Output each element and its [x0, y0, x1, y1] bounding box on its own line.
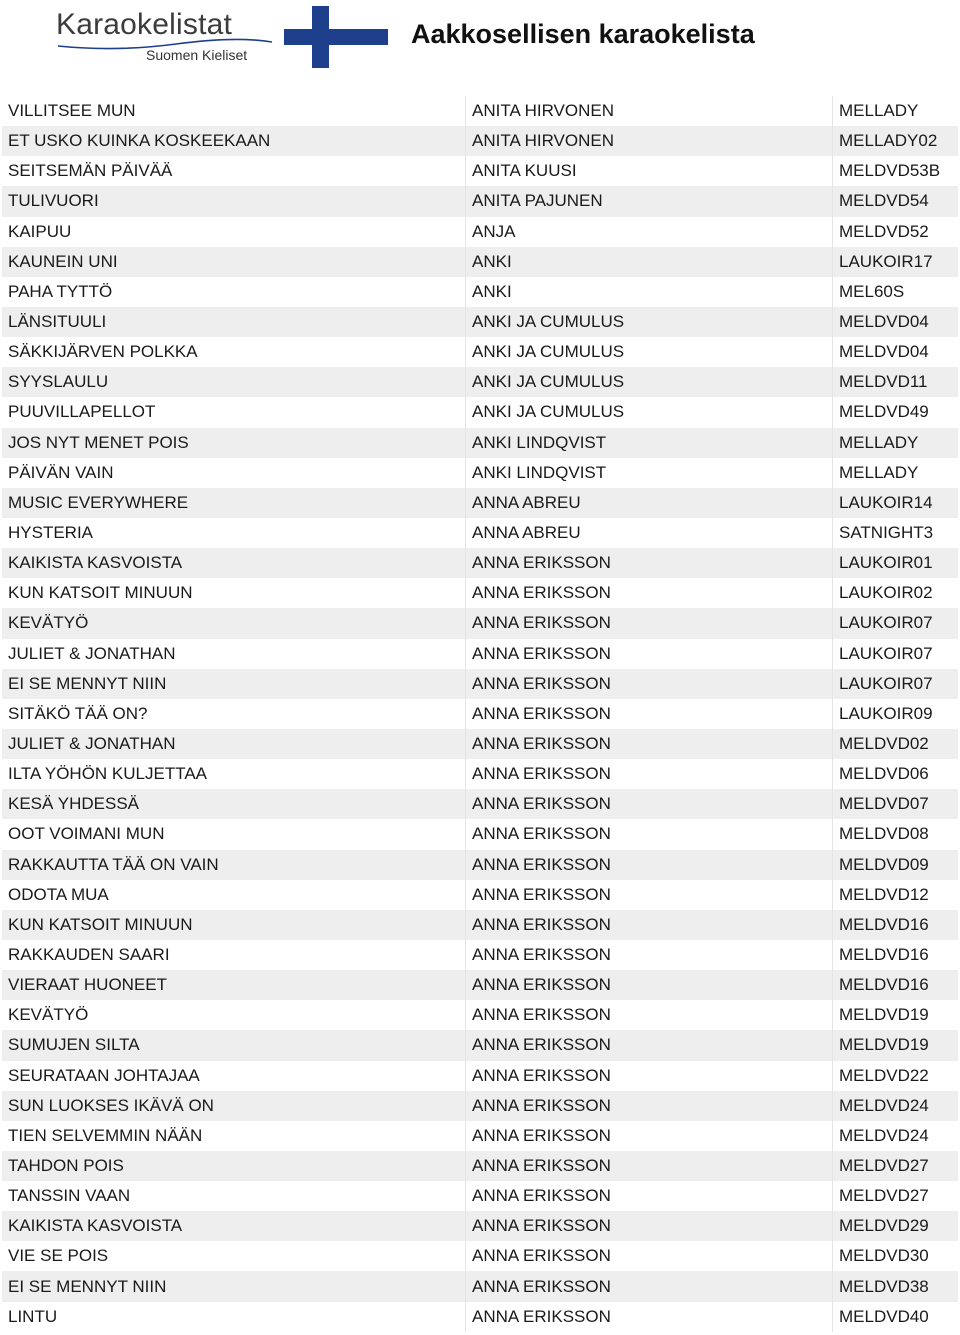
artist-cell: ANJA	[465, 217, 832, 247]
song-title-cell: JULIET & JONATHAN	[8, 734, 176, 754]
artist-cell: ANNA ERIKSSON	[465, 608, 832, 638]
song-title-cell: SUMUJEN SILTA	[8, 1035, 140, 1055]
disc-code-cell: LAUKOIR14	[832, 488, 958, 518]
song-title-cell: TIEN SELVEMMIN NÄÄN	[8, 1125, 203, 1145]
table-row	[2, 819, 958, 849]
song-title-cell: KESÄ YHDESSÄ	[8, 794, 140, 814]
disc-code-cell: MELDVD12	[832, 880, 958, 910]
table-row	[2, 850, 958, 880]
song-title-cell: VILLITSEE MUN	[8, 101, 136, 121]
disc-code-cell: MELDVD09	[832, 850, 958, 880]
artist-cell: ANNA ERIKSSON	[465, 880, 832, 910]
page-title: Aakkosellisen karaokelista	[411, 19, 755, 49]
disc-code-cell: SATNIGHT3	[832, 518, 958, 548]
artist-cell: ANNA ERIKSSON	[465, 639, 832, 669]
disc-code-cell: MELDVD07	[832, 789, 958, 819]
table-row	[2, 518, 958, 548]
table-row	[2, 970, 958, 1000]
disc-code-cell: MELDVD52	[832, 217, 958, 247]
table-row	[2, 186, 958, 216]
table-row	[2, 910, 958, 940]
artist-cell: ANKI JA CUMULUS	[465, 337, 832, 367]
table-row	[2, 789, 958, 819]
artist-cell: ANNA ERIKSSON	[465, 669, 832, 699]
artist-cell: ANNA ERIKSSON	[465, 970, 832, 1000]
table-row	[2, 156, 958, 186]
song-title-cell: KEVÄTYÖ	[8, 613, 89, 633]
artist-cell: ANNA ERIKSSON	[465, 578, 832, 608]
artist-cell: ANNA ERIKSSON	[465, 1061, 832, 1091]
artist-cell: ANNA ERIKSSON	[465, 819, 832, 849]
table-row	[2, 940, 958, 970]
disc-code-cell: MELDVD24	[832, 1091, 958, 1121]
song-title-cell: EI SE MENNYT NIIN	[8, 1276, 167, 1296]
song-title-cell: SITÄKÖ TÄÄ ON?	[8, 703, 148, 723]
song-title-cell: JULIET & JONATHAN	[8, 643, 176, 663]
table-row	[2, 669, 958, 699]
song-title-cell: LÄNSITUULI	[8, 312, 107, 332]
disc-code-cell: LAUKOIR07	[832, 669, 958, 699]
artist-cell: ANKI JA CUMULUS	[465, 307, 832, 337]
table-row	[2, 307, 958, 337]
table-row	[2, 880, 958, 910]
disc-code-cell: MELDVD49	[832, 397, 958, 427]
table-row	[2, 1030, 958, 1060]
disc-code-cell: MEL60S	[832, 277, 958, 307]
artist-cell: ANNA ERIKSSON	[465, 729, 832, 759]
song-title-cell: SYYSLAULU	[8, 372, 109, 392]
table-row	[2, 217, 958, 247]
disc-code-cell: MELLADY	[832, 458, 958, 488]
disc-code-cell: MELDVD19	[832, 1030, 958, 1060]
song-title-cell: VIE SE POIS	[8, 1246, 109, 1266]
artist-cell: ANNA ERIKSSON	[465, 940, 832, 970]
table-row	[2, 126, 958, 156]
table-row	[2, 1241, 958, 1271]
song-title-cell: RAKKAUTTA TÄÄ ON VAIN	[8, 854, 219, 874]
table-row	[2, 729, 958, 759]
artist-cell: ANNA ERIKSSON	[465, 1091, 832, 1121]
disc-code-cell: LAUKOIR01	[832, 548, 958, 578]
song-title-cell: TANSSIN VAAN	[8, 1186, 131, 1206]
artist-cell: ANNA ERIKSSON	[465, 1151, 832, 1181]
artist-cell: ANKI JA CUMULUS	[465, 397, 832, 427]
disc-code-cell: MELLADY	[832, 428, 958, 458]
song-title-cell: HYSTERIA	[8, 523, 94, 543]
table-row	[2, 608, 958, 638]
disc-code-cell: MELDVD16	[832, 970, 958, 1000]
table-row	[2, 367, 958, 397]
disc-code-cell: MELDVD27	[832, 1181, 958, 1211]
karaoke-table	[2, 96, 958, 1332]
finnish-flag-icon	[284, 6, 388, 68]
table-row	[2, 337, 958, 367]
disc-code-cell: MELDVD16	[832, 910, 958, 940]
song-title-cell: SEITSEMÄN PÄIVÄÄ	[8, 161, 173, 181]
song-title-cell: SÄKKIJÄRVEN POLKKA	[8, 342, 198, 362]
table-row	[2, 578, 958, 608]
song-title-cell: VIERAAT HUONEET	[8, 975, 168, 995]
artist-cell: ANKI	[465, 277, 832, 307]
song-title-cell: TAHDON POIS	[8, 1155, 124, 1175]
disc-code-cell: LAUKOIR17	[832, 247, 958, 277]
disc-code-cell: MELDVD38	[832, 1271, 958, 1301]
song-title-cell: PAHA TYTTÖ	[8, 281, 113, 301]
artist-cell: ANKI	[465, 247, 832, 277]
artist-cell: ANNA ERIKSSON	[465, 1302, 832, 1332]
logo-subtitle: Suomen Kieliset	[146, 47, 248, 63]
disc-code-cell: MELDVD40	[832, 1302, 958, 1332]
disc-code-cell: MELDVD08	[832, 819, 958, 849]
disc-code-cell: MELDVD29	[832, 1211, 958, 1241]
disc-code-cell: MELDVD06	[832, 759, 958, 789]
song-title-cell: KUN KATSOIT MINUUN	[8, 914, 193, 934]
table-row	[2, 488, 958, 518]
table-row	[2, 1151, 958, 1181]
table-row	[2, 247, 958, 277]
disc-code-cell: MELLADY02	[832, 126, 958, 156]
song-title-cell: ILTA YÖHÖN KULJETTAA	[8, 764, 208, 784]
disc-code-cell: MELDVD30	[832, 1241, 958, 1271]
artist-cell: ANKI JA CUMULUS	[465, 367, 832, 397]
artist-cell: ANNA ERIKSSON	[465, 1241, 832, 1271]
table-row	[2, 548, 958, 578]
table-row	[2, 1121, 958, 1151]
song-title-cell: KAIKISTA KASVOISTA	[8, 1216, 183, 1236]
table-row	[2, 96, 958, 126]
table-row	[2, 1211, 958, 1241]
artist-cell: ANNA ERIKSSON	[465, 699, 832, 729]
disc-code-cell: MELDVD27	[832, 1151, 958, 1181]
table-row	[2, 759, 958, 789]
song-title-cell: MUSIC EVERYWHERE	[8, 492, 189, 512]
song-title-cell: TULIVUORI	[8, 191, 99, 211]
table-row	[2, 1091, 958, 1121]
disc-code-cell: MELDVD02	[832, 729, 958, 759]
artist-cell: ANNA ERIKSSON	[465, 759, 832, 789]
artist-cell: ANNA ERIKSSON	[465, 1000, 832, 1030]
song-title-cell: RAKKAUDEN SAARI	[8, 945, 170, 964]
logo-title: Karaokelistat	[56, 8, 233, 41]
song-title-cell: JOS NYT MENET POIS	[8, 432, 189, 452]
artist-cell: ANNA ERIKSSON	[465, 850, 832, 880]
artist-cell: ANKI LINDQVIST	[465, 458, 832, 488]
song-title-cell: SEURATAAN JOHTAJAA	[8, 1065, 200, 1085]
song-title-cell: ODOTA MUA	[8, 884, 109, 904]
disc-code-cell: LAUKOIR07	[832, 639, 958, 669]
artist-cell: ANITA PAJUNEN	[465, 186, 832, 216]
table-row	[2, 397, 958, 427]
artist-cell: ANNA ERIKSSON	[465, 910, 832, 940]
song-title-cell: ET USKO KUINKA KOSKEEKAAN	[8, 131, 271, 151]
page-header	[0, 0, 960, 90]
table-row	[2, 699, 958, 729]
artist-cell: ANNA ERIKSSON	[465, 548, 832, 578]
song-title-cell: OOT VOIMANI MUN	[8, 824, 165, 844]
disc-code-cell: MELDVD19	[832, 1000, 958, 1030]
disc-code-cell: LAUKOIR09	[832, 699, 958, 729]
table-row	[2, 1181, 958, 1211]
disc-code-cell: MELDVD24	[832, 1121, 958, 1151]
song-title-cell: PUUVILLAPELLOT	[8, 402, 156, 422]
song-title-cell: KEVÄTYÖ	[8, 1005, 89, 1025]
table-row	[2, 428, 958, 458]
song-title-cell: EI SE MENNYT NIIN	[8, 673, 167, 693]
artist-cell: ANNA ERIKSSON	[465, 1271, 832, 1301]
disc-code-cell: MELLADY	[832, 96, 958, 126]
song-title-cell: LINTU	[8, 1306, 58, 1326]
song-title-cell: KAIKISTA KASVOISTA	[8, 553, 183, 573]
disc-code-cell: LAUKOIR02	[832, 578, 958, 608]
song-title-cell: SUN LUOKSES IKÄVÄ ON	[8, 1095, 214, 1115]
song-title-cell: KAUNEIN UNI	[8, 251, 118, 271]
song-title-cell: KAIPUU	[8, 221, 72, 241]
table-row	[2, 1000, 958, 1030]
table-row	[2, 1061, 958, 1091]
disc-code-cell: LAUKOIR07	[832, 608, 958, 638]
disc-code-cell: MELDVD54	[832, 186, 958, 216]
table-row	[2, 1302, 958, 1332]
artist-cell: ANNA ABREU	[465, 488, 832, 518]
artist-cell: ANNA ERIKSSON	[465, 789, 832, 819]
disc-code-cell: MELDVD04	[832, 307, 958, 337]
table-row	[2, 277, 958, 307]
artist-cell: ANNA ERIKSSON	[465, 1181, 832, 1211]
artist-cell: ANITA KUUSI	[465, 156, 832, 186]
artist-cell: ANKI LINDQVIST	[465, 428, 832, 458]
disc-code-cell: MELDVD53B	[832, 156, 958, 186]
karaokelistat-logo[interactable]	[56, 8, 274, 66]
song-title-cell: PÄIVÄN VAIN	[8, 462, 114, 482]
disc-code-cell: MELDVD04	[832, 337, 958, 367]
artist-cell: ANITA HIRVONEN	[465, 96, 832, 126]
disc-code-cell: MELDVD22	[832, 1061, 958, 1091]
artist-cell: ANNA ERIKSSON	[465, 1121, 832, 1151]
disc-code-cell: MELDVD16	[832, 940, 958, 970]
artist-cell: ANNA ERIKSSON	[465, 1030, 832, 1060]
table-row	[2, 1271, 958, 1301]
table-row	[2, 639, 958, 669]
artist-cell: ANITA HIRVONEN	[465, 126, 832, 156]
table-row	[2, 458, 958, 488]
artist-cell: ANNA ABREU	[465, 518, 832, 548]
song-title-cell: KUN KATSOIT MINUUN	[8, 583, 193, 603]
disc-code-cell: MELDVD11	[832, 367, 958, 397]
artist-cell: ANNA ERIKSSON	[465, 1211, 832, 1241]
